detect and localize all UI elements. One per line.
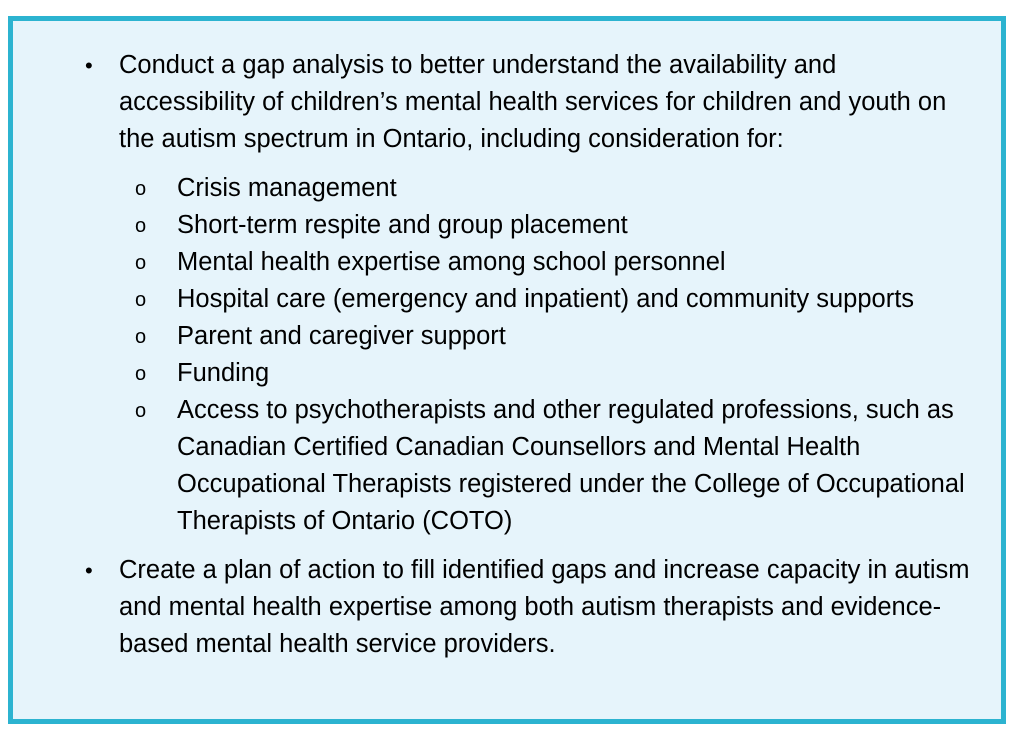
sub-list-item-text: Hospital care (emergency and inpatient) and community supports xyxy=(177,285,915,313)
sub-list-item xyxy=(119,355,971,392)
consideration-sublist xyxy=(119,170,971,540)
circle-bullet-icon: o xyxy=(135,400,147,422)
list-item-text: Create a plan of action to fill identified gaps and increase capacity in autism and mental health expertise among both autism therapists and evidence-based mental health service providers. xyxy=(119,556,970,658)
sub-list-item-text: Access to psychotherapists and other regulated professions, such as Canadian Certified Canadian Counsellors and Mental Health Occupational Therapists registered under the College of Occupational Therapists of Ontario (COTO) xyxy=(177,396,965,535)
recommendation-list xyxy=(13,47,1001,663)
bullet-icon: • xyxy=(85,558,93,583)
circle-bullet-icon: o xyxy=(135,289,147,311)
circle-bullet-icon: o xyxy=(135,252,147,274)
sub-list-item-text: Short-term respite and group placement xyxy=(177,211,628,239)
circle-bullet-icon: o xyxy=(135,363,147,385)
sub-list-item xyxy=(119,318,971,355)
sub-list-item xyxy=(119,392,971,540)
sub-list-item-text: Funding xyxy=(177,359,270,387)
sub-list-item-text: Crisis management xyxy=(177,174,397,202)
bullet-icon: • xyxy=(85,53,93,78)
list-item-text: Conduct a gap analysis to better understand the availability and accessibility of children’s mental health services for children and youth on the autism spectrum in Ontario, including consideration for: xyxy=(119,51,947,153)
circle-bullet-icon: o xyxy=(135,178,147,200)
callout-box xyxy=(8,16,1006,724)
circle-bullet-icon: o xyxy=(135,326,147,348)
list-item-action-plan xyxy=(13,552,1001,663)
sub-list-item xyxy=(119,207,971,244)
sub-list-item xyxy=(119,244,971,281)
list-item-gap-analysis xyxy=(13,47,1001,540)
sub-list-item xyxy=(119,170,971,207)
sub-list-item-text: Parent and caregiver support xyxy=(177,322,506,350)
circle-bullet-icon: o xyxy=(135,215,147,237)
sub-list-item xyxy=(119,281,971,318)
sub-list-item-text: Mental health expertise among school personnel xyxy=(177,248,726,276)
